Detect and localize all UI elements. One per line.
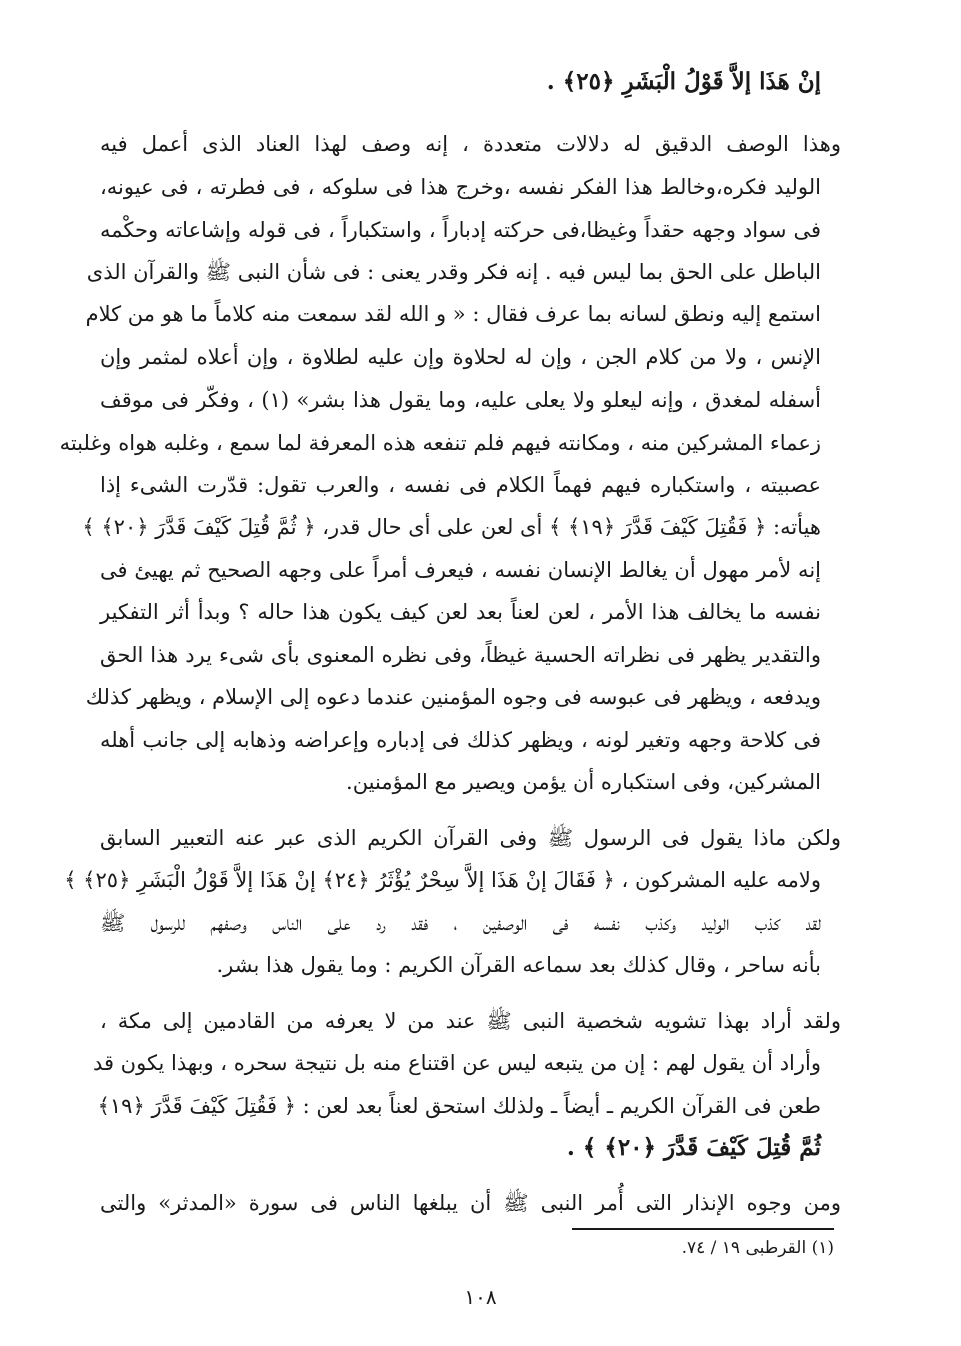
footnote: (١) القرطبى ١٩ / ٧٤. [681, 1238, 834, 1258]
text-line-12: إنه لأمر مهول أن يغالط الإنسان نفسه ، فيعرف أمراً على وجهه الصحيح ثم يهيئ فى [100, 558, 821, 582]
text-line-20: لقد كذب الوليد وكذب نفسه فى الوصفين ، فقد رد على الناس وصفهم للرسول ﷺ [100, 911, 821, 935]
text-line-3: الوليد فكره،وخالط هذا الفكر نفسه ،وخرج هذا فى سلوكه ، فى فطرته ، فى عيونه، [100, 175, 821, 199]
text-line-10: عصبيته ، واستكباره فيهم فهماً الكلام فى نفسه ، والعرب تقول: قدّرت الشىء إذا [100, 473, 821, 497]
text-line-7: الإنس ، ولا من كلام الجن ، وإن له لحلاوة وإن عليه لطلاوة ، وإن أعلاه لمثمر وإن [100, 345, 821, 369]
text-line-5: الباطل على الحق بما ليس فيه . إنه فكر وقدر يعنى : فى شأن النبى ﷺ والقرآن الذى [86, 260, 821, 284]
text-line-6: استمع إليه ونطق لسانه بما عرف فقال : « و الله لقد سمعت منه كلاماً ما هو من كلام [85, 302, 821, 326]
text-line-22: ولقد أراد بهذا تشويه شخصية النبى ﷺ عند من لا يعرفه من القادمين إلى مكة ، [100, 1009, 841, 1033]
text-line-4: فى سواد وجهه حقداً وغيظا،فى حركته إدباراً ، واستكباراً ، فى قوله وإشاعاته وحكْمه [100, 218, 821, 242]
text-line-26: ومن وجوه الإنذار التى أُمر النبى ﷺ أن يبلغها الناس فى سورة «المدثر» والتى [100, 1191, 841, 1215]
text-line-8: أسفله لمغدق ، وإنه ليعلو ولا يعلى عليه، وما يقول هذا بشر» (١) ، وفكّر فى موقف [100, 388, 821, 412]
text-line-19: ولامه عليه المشركون ، ﴿ فَقَالَ إنْ هَذَا إلاَّ سِحْرٌ يُؤْثَرُ ﴿٢٤﴾ إنْ هَذَا إلاَّ قَوْلُ الْبَشَرِ ﴿٢٥﴾ ﴾ [64, 868, 821, 892]
text-line-13: نفسه ما يخالف هذا الأمر ، لعن لعناً بعد لعن كيف يكون هذا حاله ؟ وبدأ أثر التفكير [100, 600, 821, 624]
text-line-14: والتقدير يظهر فى نظراته الحسية غيظاً، وفى نظره المعنوى بأى شىء يرد هذا الحق [100, 643, 821, 667]
text-line-15: ويدفعه ، ويظهر فى عبوسه فى وجوه المؤمنين عندما دعوه إلى الإسلام ، ويظهر كذلك [85, 685, 821, 709]
text-line-18: ولكن ماذا يقول فى الرسول ﷺ وفى القرآن الكريم الذى عبر عنه التعبير السابق [100, 826, 841, 850]
text-line-2: وهذا الوصف الدقيق له دلالات متعددة ، إنه وصف لهذا العناد الذى أعمل فيه [100, 132, 841, 156]
text-line-25: ثُمَّ قُتِلَ كَيْفَ قَدَّرَ ﴿٢٠﴾ ﴾ . [566, 1134, 821, 1161]
text-line-23: وأراد أن يقول لهم : إن من يتبعه ليس عن اقتناع منه بل نتيجة سحره ، وبهذا يكون قد [92, 1051, 821, 1075]
text-line-17: المشركين، وفى استكباره أن يؤمن ويصير مع المؤمنين. [346, 770, 821, 794]
text-line-1: إنْ هَذَا إلاَّ قَوْلُ الْبَشَرِ ﴿٢٥﴾ . [546, 68, 821, 95]
text-line-21: بأنه ساحر ، وقال كذلك بعد سماعه القرآن الكريم : وما يقول هذا بشر. [216, 953, 821, 977]
text-line-16: فى كلاحة وجهه وتغير لونه ، ويظهر كذلك فى إدباره وإعراضه وذهابه إلى جانب أهله [100, 728, 821, 752]
text-line-9: زعماء المشركين منه ، ومكانته فيهم فلم تنفعه هذه المعرفة لما سمع ، وغلبه هواه وغلبته [59, 431, 821, 455]
footnote-divider [572, 1228, 834, 1230]
text-line-24: طعن فى القرآن الكريم ـ أيضاً ـ ولذلك استحق لعناً بعد لعن : ﴿ فَقُتِلَ كَيْفَ قَدَّرَ ﴿١٩﴾ [97, 1094, 821, 1118]
page-number: ١٠٨ [464, 1285, 497, 1309]
text-line-11: هيأته: ﴿ فَقُتِلَ كَيْفَ قَدَّرَ ﴿١٩﴾ ﴾ أى لعن على أى حال قدر، ﴿ ثُمَّ قُتِلَ كَيْفَ قَدَّرَ ﴿٢٠﴾ ﴾ [82, 515, 821, 539]
